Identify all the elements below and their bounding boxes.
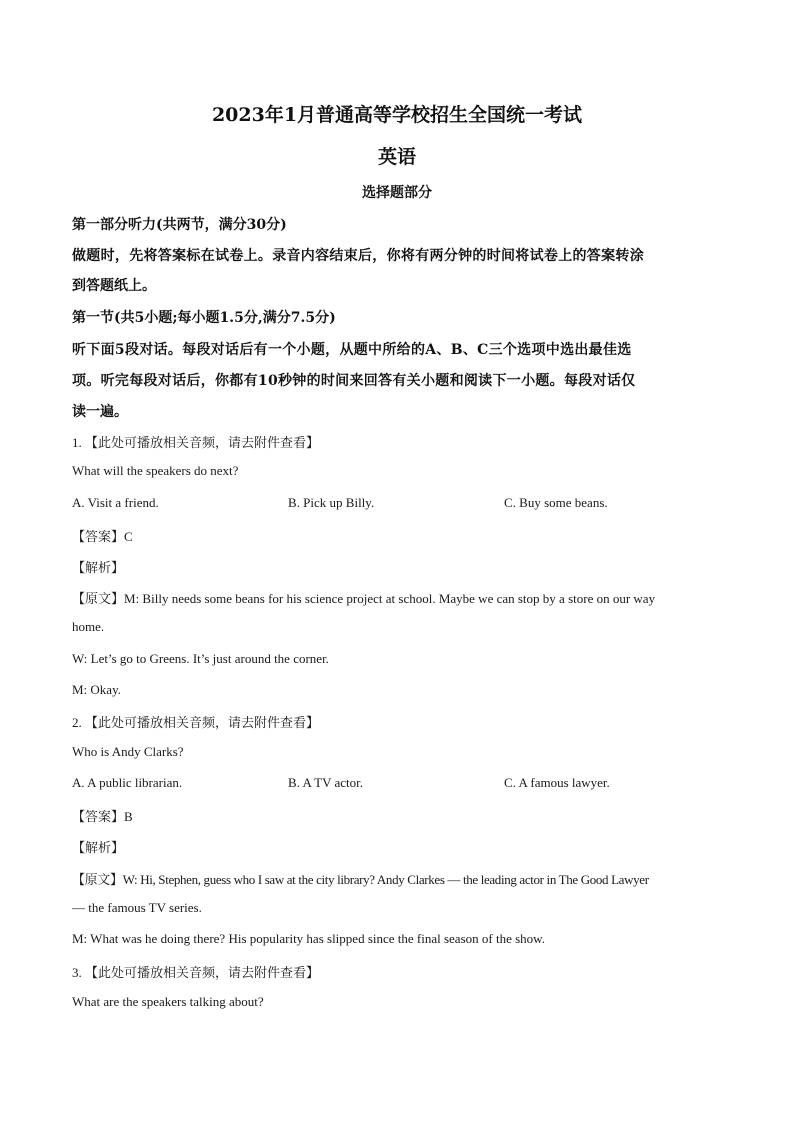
section-title: 选择题部分 — [362, 185, 432, 201]
question-2-analysis: 【解析】 — [72, 841, 125, 856]
question-3-header — [72, 962, 319, 981]
audio-note: 【此处可播放相关音频，请去附件查看】 — [85, 716, 320, 731]
question-1-option-c: C. Buy some beans. — [504, 495, 608, 510]
section1-heading: 第一节(共5小题;每小题1.5分,满分7.5分) — [72, 310, 336, 326]
audio-note: 【此处可播放相关音频，请去附件查看】 — [85, 966, 320, 981]
answer-label: 【答案】 — [72, 530, 125, 545]
answer-label: 【答案】 — [72, 810, 125, 825]
part1-heading: 第一部分听力(共两节，满分30分) — [72, 217, 287, 233]
question-3-text: What are the speakers talking about? — [72, 994, 264, 1009]
transcript-text: W: Hi, Stephen, guess who I saw at the city library? Andy Clarkes — the leading actor in The Good Lawyer — [122, 872, 649, 887]
transcript-label: 【原文】 — [72, 873, 123, 888]
question-2-answer — [72, 806, 133, 825]
question-2-transcript-3: M: What was he doing there? His popularity has slipped since the final season of the show. — [72, 931, 545, 946]
answer-value: B — [124, 809, 133, 824]
question-2-header — [72, 712, 319, 731]
question-2-transcript-2: — the famous TV series. — [72, 900, 202, 915]
question-number: 1. — [72, 435, 82, 450]
question-1-transcript-1 — [72, 588, 655, 607]
answer-value: C — [124, 529, 133, 544]
question-1-text: What will the speakers do next? — [72, 463, 239, 478]
question-2-text: Who is Andy Clarks? — [72, 744, 184, 759]
question-2-option-a: A. A public librarian. — [72, 775, 183, 790]
instruction-line-1: 做题时，先将答案标在试卷上。录音内容结束后，你将有两分钟的时间将试卷上的答案转涂 — [72, 248, 644, 264]
question-2-option-b: B. A TV actor. — [288, 775, 363, 790]
section1-line-2: 项。听完每段对话后，你都有10秒钟的时间来回答有关小题和阅读下一小题。每段对话仅 — [72, 373, 636, 389]
transcript-label: 【原文】 — [72, 592, 125, 607]
exam-title: 2023年1月普通高等学校招生全国统一考试 — [211, 104, 583, 126]
question-1-transcript-3: W: Let’s go to Greens. It’s just around the corner. — [72, 651, 329, 666]
transcript-text: M: Billy needs some beans for his science project at school. Maybe we can stop by a store on our way — [124, 591, 656, 606]
question-number: 2. — [72, 715, 82, 730]
question-1-analysis: 【解析】 — [72, 561, 125, 576]
subject-title: 英语 — [377, 146, 416, 168]
section1-line-1: 听下面5段对话。每段对话后有一个小题，从题中所给的A、B、C三个选项中选出最佳选 — [72, 342, 632, 358]
question-number: 3. — [72, 965, 82, 980]
question-2-transcript-1 — [72, 869, 649, 888]
instruction-line-2: 到答题纸上。 — [72, 278, 156, 294]
question-2-option-c: C. A famous lawyer. — [504, 775, 610, 790]
audio-note: 【此处可播放相关音频，请去附件查看】 — [85, 436, 320, 451]
question-1-option-a: A. Visit a friend. — [72, 495, 159, 510]
question-1-header — [72, 432, 319, 451]
section1-line-3: 读一遍。 — [72, 404, 128, 420]
question-1-transcript-4: M: Okay. — [72, 682, 121, 697]
question-1-option-b: B. Pick up Billy. — [288, 495, 375, 510]
question-1-answer — [72, 526, 133, 545]
question-1-transcript-2: home. — [72, 619, 105, 634]
